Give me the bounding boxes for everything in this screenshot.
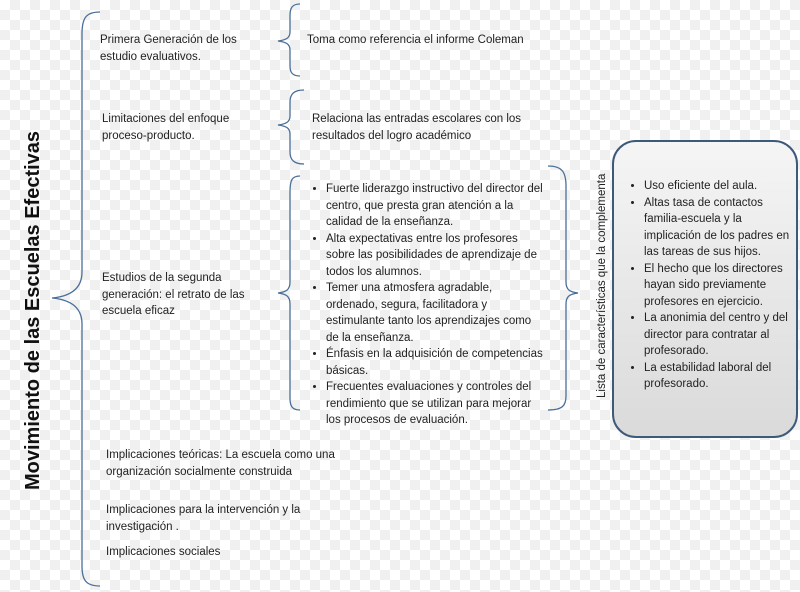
list-item: • Énfasis en la adquisición de competencias básicas. (326, 346, 546, 379)
list-item: • Altas tasa de contactos familia-escuela y la implicación de los padres en las tareas de sus hijos. (644, 195, 792, 261)
branch-label-5: Implicaciones para la intervención y la investigación . (106, 504, 301, 533)
main-brace (52, 12, 100, 586)
branch-detail-1: Toma como referencia el informe Coleman (307, 34, 524, 46)
brace-right (548, 166, 578, 410)
brace-1 (278, 4, 300, 76)
branch-label-1: Primera Generación de los estudio evaluativos. (100, 34, 237, 63)
branch-label-6: Implicaciones sociales (106, 546, 221, 558)
main-title: Movimiento de las Escuelas Efectivas (22, 130, 44, 490)
branch-label-2: Limitaciones del enfoque proceso-producto. (102, 113, 230, 142)
branch-detail-2: Relaciona las entradas escolares con los resultados del logro académico (312, 113, 522, 142)
brace-3 (278, 176, 300, 410)
list-item: • Uso eficiente del aula. (644, 178, 792, 195)
branch-label-3: Estudios de la segunda generación: el retrato de las escuela eficaz (102, 272, 245, 317)
list-item: • Fuerte liderazgo instructivo del director del centro, que presta gran atención a la calidad de la enseñanza. (326, 181, 546, 231)
list-item: • La anonimia del centro y del director para contratar al profesorado. (644, 310, 792, 360)
complement-box (612, 140, 798, 438)
brace-2 (278, 90, 304, 164)
list-item: • Temer una atmosfera agradable, ordenado, segura, facilitadora y estimulante tanto los aprendizajes como de la enseñanza. (326, 280, 546, 346)
list-item: • Alta expectativas entre los profesores sobre las posibilidades de aprendizaje de todos los alumnos. (326, 231, 546, 281)
list-item: • Frecuentes evaluaciones y controles del rendimiento que se utilizan para mejorar los procesos de evaluación. (326, 379, 546, 429)
branch-label-4: Implicaciones teóricas: La escuela como una organización socialmente construida (106, 449, 335, 478)
list-item: • La estabilidad laboral del profesorado. (644, 360, 792, 393)
side-label: Lista de características que la complementa (596, 173, 608, 398)
branch-bullet-list (310, 181, 546, 429)
list-item: • El hecho que los directores hayan sido previamente profesores en ejercicio. (644, 261, 792, 311)
